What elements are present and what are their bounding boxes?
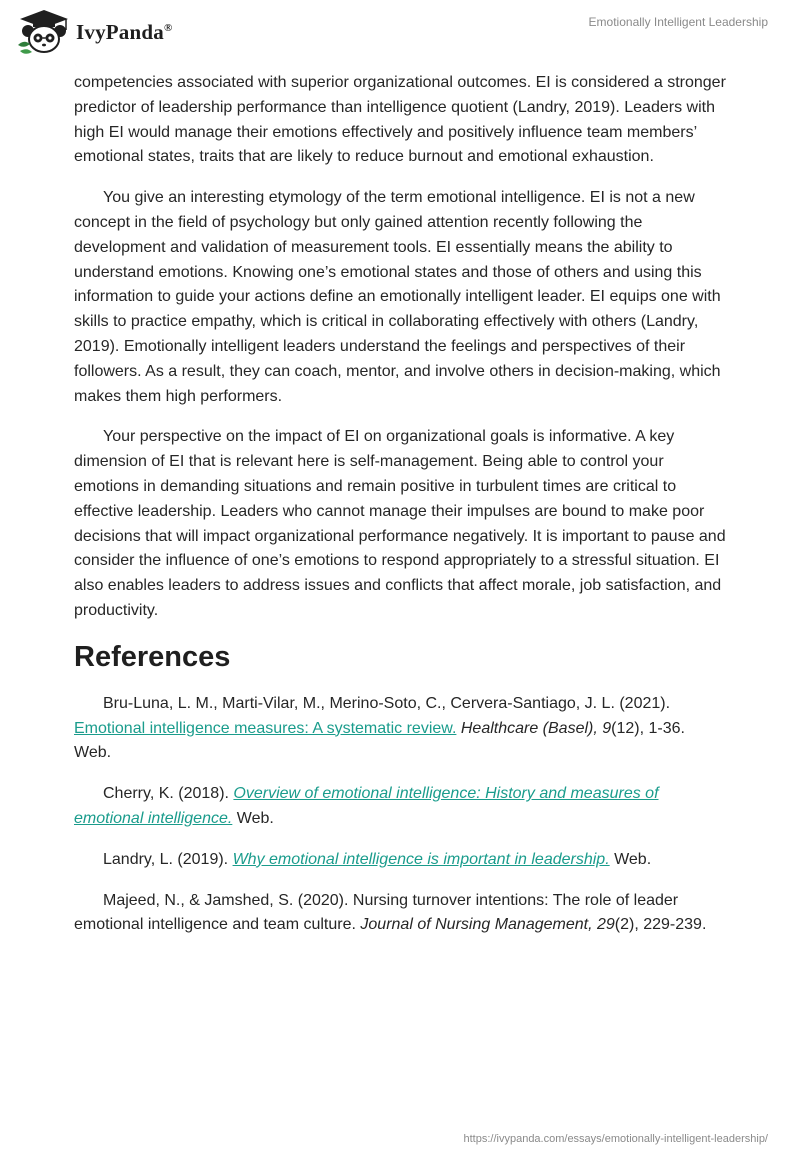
body-paragraph: competencies associated with superior organizational outcomes. EI is considered a stronger predictor of leadership performance than intelligence quotient (Landry, 2019). Leaders with high EI would manage their emotions effectively and positively influence team members’ emotional states, traits that are likely to reduce burnout and emotional exhaustion.: [74, 74, 726, 166]
reference-details: (2), 229-239.: [614, 916, 707, 934]
document-title: Emotionally Intelligent Leadership: [588, 15, 768, 29]
reference-authors: Landry, L. (2019).: [103, 850, 229, 868]
reference-entry: [74, 848, 726, 873]
brand-name: IvyPanda®: [76, 19, 173, 44]
body-paragraph: Your perspective on the impact of EI on organizational goals is informative. A key dimension of EI that is relevant here is self-management. Being able to control your emotions in demanding situations and remain positive in turbulent times are critical to effective leadership. Leaders who cannot manage their impulses are bound to make poor decisions that will impact organizational performance negatively. It is important to pause and consider the influence of one’s emotions to respond appropriately to a stressful situation. EI also enables leaders to address issues and conflicts that affect morale, job satisfaction, and productivity.: [74, 428, 726, 619]
reference-authors: Majeed, N., & Jamshed, S. (2020). Nursing turnover intentions: The role of leader emotional intelligence and team culture.: [74, 891, 679, 934]
essay-content: [74, 71, 726, 954]
reference-journal: Healthcare (Basel), 9: [460, 719, 612, 737]
references-heading: References: [74, 640, 231, 673]
source-url[interactable]: https://ivypanda.com/essays/emotionally-intelligent-leadership/: [463, 1133, 768, 1145]
page-header: [0, 0, 800, 72]
reference-entry: [74, 889, 726, 939]
reference-entry: [74, 692, 726, 766]
reference-journal: Journal of Nursing Management, 29: [360, 916, 615, 934]
reference-authors: Cherry, K. (2018).: [103, 785, 229, 803]
reference-details: (12), 1-36. Web.: [74, 719, 685, 762]
reference-details: Web.: [614, 850, 652, 868]
panda-graduation-cap-icon: [14, 9, 74, 55]
reference-link[interactable]: Emotional intelligence measures: A systematic review.: [74, 719, 457, 737]
reference-entry: [74, 782, 726, 832]
reference-authors: Bru-Luna, L. M., Marti-Vilar, M., Merino-Soto, C., Cervera-Santiago, J. L. (2021).: [103, 694, 671, 712]
body-paragraph: You give an interesting etymology of the term emotional intelligence. EI is not a new concept in the field of psychology but only gained attention recently following the development and validation of measurement tools. EI essentially means the ability to understand emotions. Knowing one’s emotional states and those of others and using this information to guide your actions define an emotionally intelligent leader. EI equips one with skills to practice empathy, which is critical in collaborating effectively with others (Landry, 2019). Emotionally intelligent leaders understand the feelings and perspectives of their followers. As a result, they can coach, mentor, and involve others in decision-making, which makes them high performers.: [74, 189, 721, 405]
ivypanda-logo[interactable]: [14, 9, 172, 55]
reference-details: Web.: [236, 809, 274, 827]
reference-link[interactable]: Why emotional intelligence is important in leadership.: [232, 850, 610, 868]
reference-link[interactable]: Overview of emotional intelligence: History and measures of emotional intelligence.: [74, 785, 659, 827]
